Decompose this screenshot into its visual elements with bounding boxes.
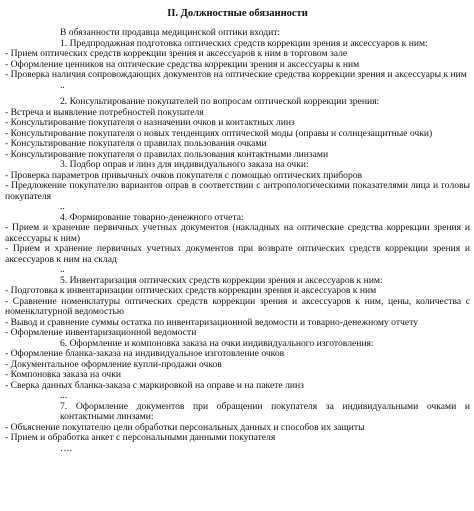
intro-line: В обязанности продавца медицинской оптики входит: bbox=[60, 27, 281, 38]
section-5-item-4: - Оформление инвентаризационной ведомости bbox=[5, 327, 197, 338]
section-7-item-2: - Прием и обработка анкет с персональными данными покупателя bbox=[5, 432, 276, 443]
section-6-item-4: - Сверка данных бланка-заказа с маркировкой на оправе и на пакете линз bbox=[5, 379, 304, 391]
section-3-title: 3. Подбор оправ и линз для индивидуального заказа на очки: bbox=[60, 159, 309, 170]
section-2-title: 2. Консультирование покупателей по вопросам оптической коррекции зрения: bbox=[60, 96, 380, 107]
section-5-item-1: - Подготовка к инвентаризации оптических средств коррекции зрения и аксессуаров к ним bbox=[5, 285, 377, 296]
section-4-ellipsis: .. bbox=[60, 264, 65, 275]
section-5-item-3: - Вывод и сравнение суммы остатка по инвентаризационной ведомости и товарно-денежному отчету bbox=[5, 316, 418, 328]
section-4-item-1: - Прием и хранение первичных учетных документов (накладных на оптические средства коррекции зрения и аксессуары к ним) bbox=[5, 222, 470, 244]
section-2-item-5: - Консультирование покупателя о правилах пользования контактными линзами bbox=[5, 148, 329, 160]
section-7-title: 7. Оформление документов при обращении покупателя за индивидуальными очками и контактными линзами: bbox=[60, 400, 470, 422]
section-3-ellipsis: .. bbox=[60, 201, 65, 212]
section-3-item-2: - Предложение покупателю вариантов оправ в соответствии с антропологическими показателями лица и головы покупателя bbox=[5, 180, 470, 202]
section-2-item-2: - Консультирование покупателя о назначении очков и контактных линз bbox=[5, 117, 295, 128]
section-4-item-2: - Прием и хранение первичных учетных документов при возврате оптических средств коррекции зрения и аксессуаров к ним на склад bbox=[5, 243, 470, 265]
section-6-item-1: - Оформление бланка-заказа на индивидуальное изготовление очков bbox=[5, 348, 285, 359]
section-5-title: 5. Инвентаризация оптических средств коррекции зрения и аксессуаров к ним: bbox=[60, 274, 383, 286]
section-6-item-3: - Компоновка заказа на очки bbox=[5, 369, 121, 380]
section-5-item-2: - Сравнение номенклатуры оптических средств коррекции зрения и аксессуаров к ним, цены, количества с номенклатурной ведомостью bbox=[5, 295, 470, 317]
section-1-item-1: - Прием оптических средств коррекции зрения и аксессуаров к ним в торговом зале bbox=[5, 48, 348, 59]
section-2-item-3: - Консультирование покупателя о новых тенденциях оптической моды (оправы и солнцезащитные очки) bbox=[5, 127, 433, 139]
section-6-ellipsis: ... bbox=[60, 390, 68, 401]
section-4-title: 4. Формирование товарно-денежного отчета: bbox=[60, 211, 244, 223]
duties-text bbox=[5, 28, 470, 454]
section-heading: II. Должностные обязанности bbox=[167, 8, 308, 19]
section-6-item-2: - Документальное оформление купли-продажи очков bbox=[5, 358, 222, 370]
section-7-ellipsis: …. bbox=[60, 442, 72, 454]
section-6-title: 6. Оформление и компоновка заказа на очки индивидуального изготовления: bbox=[60, 337, 374, 349]
section-2-item-1: - Встреча и выявление потребностей покупателя bbox=[5, 106, 204, 118]
section-7-item-1: - Объяснение покупателю цели обработки персональных данных и способов их защиты bbox=[5, 421, 365, 433]
section-2-item-4: - Консультирование покупателя о правилах пользования очками bbox=[5, 138, 267, 149]
section-1-item-2: - Оформление ценников на оптические средства коррекции зрения и аксессуары к ним bbox=[5, 58, 360, 70]
section-1-ellipsis: .. bbox=[60, 79, 65, 91]
section-1-item-3: - Проверка наличия сопровождающих документов на оптические средства коррекции зрения и аксессуары к ним bbox=[5, 69, 467, 80]
section-3-item-1: - Проверка параметров привычных очков покупателя с помощью оптических приборов bbox=[5, 169, 363, 181]
section-1-title: 1. Предпродажная подготовка оптических средств коррекции зрения и аксессуаров к ним: bbox=[60, 37, 428, 49]
